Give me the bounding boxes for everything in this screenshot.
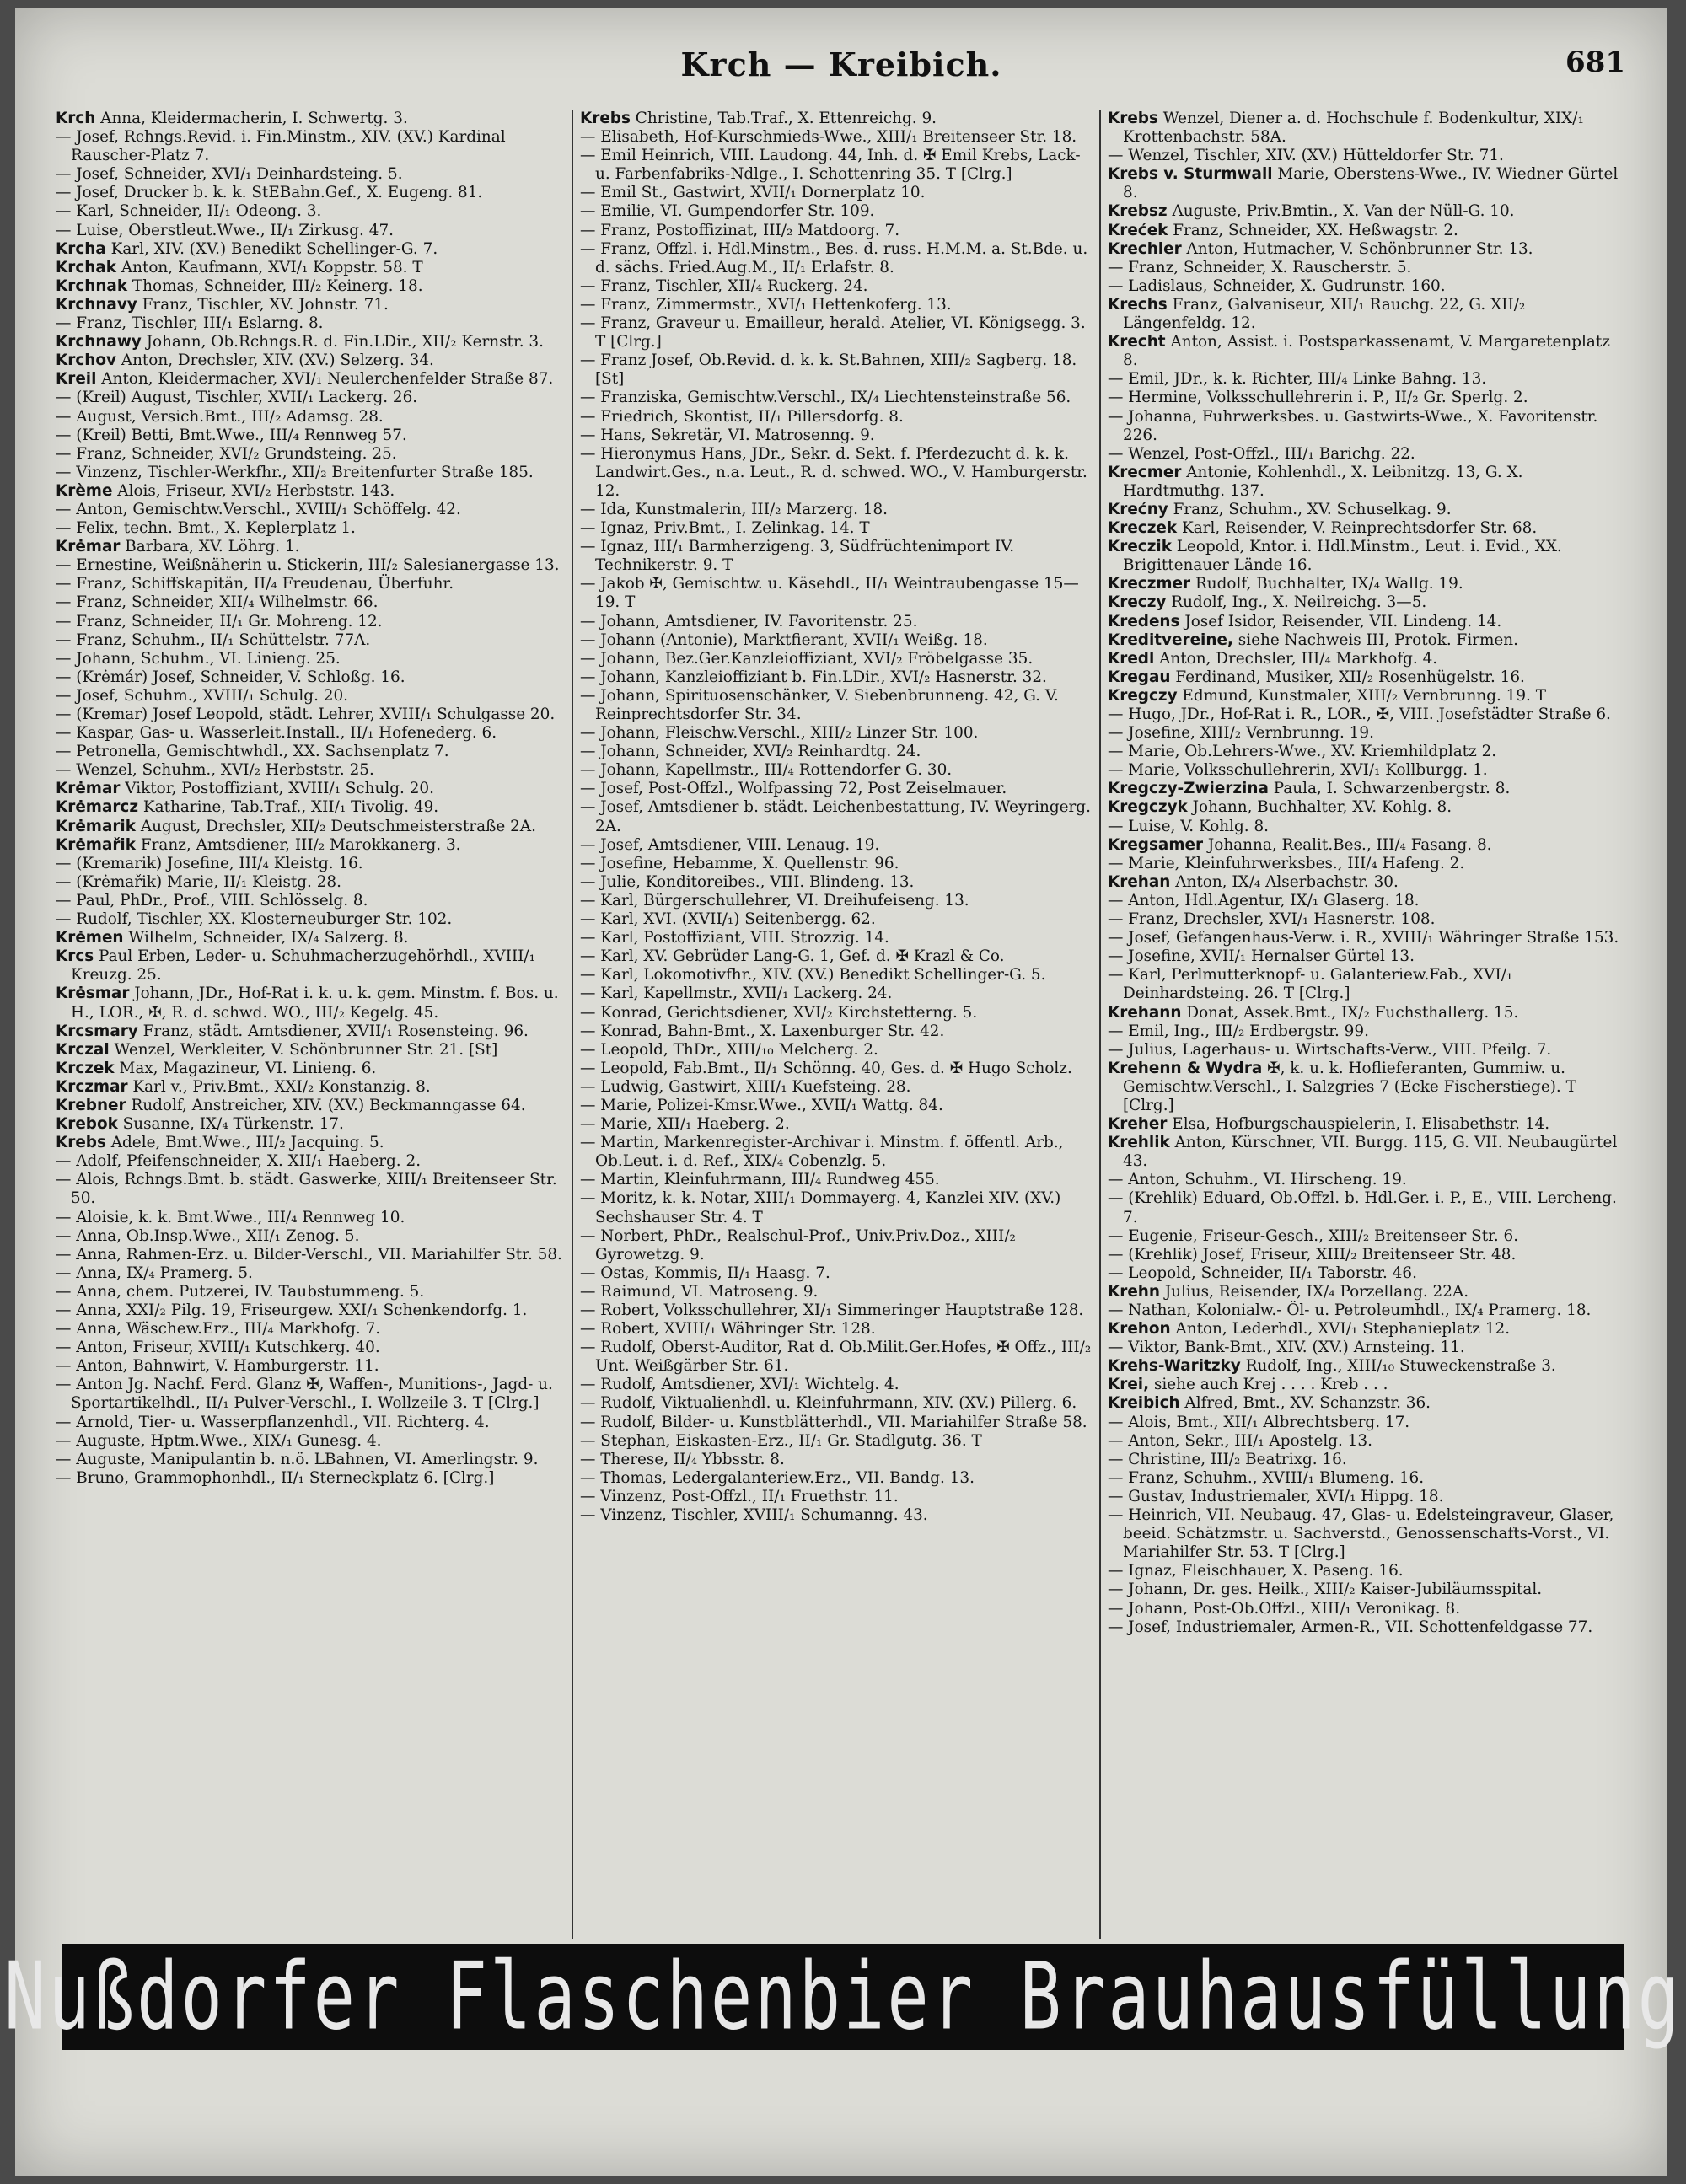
- directory-entry: Krehs-Waritzky Rudolf, Ing., XIII/₁₀ Stuweckenstraße 3.: [1108, 1357, 1556, 1376]
- directory-entry: — Nathan, Kolonialw.- Öl- u. Petroleumhdl., IX/₄ Pramerg. 18.: [1108, 1301, 1592, 1319]
- directory-entry: Kreditvereine, siehe Nachweis III, Protok. Firmen.: [1108, 631, 1519, 649]
- directory-entry: — Emil, Ing., III/₂ Erdbergstr. 99.: [1108, 1022, 1369, 1040]
- directory-entry: Krėmar Barbara, XV. Löhrg. 1.: [56, 538, 300, 556]
- directory-entry: — Johann, Kanzleioffiziant b. Fin.LDir., XVI/₂ Hasnerstr. 32.: [580, 668, 1047, 686]
- directory-entry: Krehn Julius, Reisender, IX/₄ Porzellang. 22A.: [1108, 1282, 1469, 1301]
- directory-entry: — Marie, Volksschullehrerin, XVI/₁ Kollburgg. 1.: [1108, 761, 1488, 780]
- column-2: [580, 110, 1093, 1939]
- directory-entry: — Emil Heinrich, VIII. Laudong. 44, Inh. d. ✠ Emil Krebs, Lack- u. Farbenfabriks-Ndlge., I. Schottenring 35. T [Clrg.]: [580, 147, 1081, 184]
- directory-entry: — Anna, XXI/₂ Pilg. 19, Friseurgew. XXI/₁ Schenkendorfg. 1.: [56, 1301, 528, 1319]
- directory-entry: Krehan Anton, IX/₄ Alserbachstr. 30.: [1108, 872, 1399, 891]
- directory-entry: — (Kremar) Josef Leopold, städt. Lehrer, XVIII/₁ Schulgasse 20.: [56, 706, 556, 723]
- directory-entry: Krchak Anton, Kaufmann, XVI/₁ Koppstr. 58. T: [56, 258, 423, 276]
- page-header: [15, 46, 1667, 96]
- directory-entry: — Anna, chem. Putzerei, IV. Taubstummeng. 5.: [56, 1282, 425, 1301]
- directory-entry: — Martin, Markenregister-Archivar i. Minstm. f. öffentl. Arb., Ob.Leut. i. d. Ref., XIX/₄ Cobenzlg. 5.: [580, 1134, 1064, 1171]
- directory-entry: — Karl, Bürgerschullehrer, VI. Dreihufeiseng. 13.: [580, 891, 969, 910]
- directory-entry: Kregczy-Zwierzina Paula, I. Schwarzenbergstr. 8.: [1108, 780, 1511, 798]
- directory-entry: — Karl, Kapellmstr., XVII/₁ Lackerg. 24.: [580, 985, 893, 1003]
- directory-entry: — Franz Josef, Ob.Revid. d. k. k. St.Bahnen, XIII/₂ Sagberg. 18. [St]: [580, 351, 1077, 389]
- directory-entry: Kreczmer Rudolf, Buchhalter, IX/₄ Wallg. 19.: [1108, 575, 1463, 593]
- directory-entry: Krehlik Anton, Kürschner, VII. Burgg. 115, G. VII. Neubaugürtel 43.: [1108, 1134, 1618, 1171]
- column-divider: [572, 110, 573, 1939]
- directory-entry: — Franz, Tischler, III/₁ Eslarng. 8.: [56, 314, 324, 333]
- directory-entry: — Robert, XVIII/₁ Währinger Str. 128.: [580, 1320, 876, 1339]
- directory-entry: — Johann, Schuhm., VI. Linieng. 25.: [56, 649, 341, 668]
- directory-entry: — Johann, Bez.Ger.Kanzleioffiziant, XVI/₂ Fröbelgasse 35.: [580, 649, 1034, 668]
- directory-entry: — Hans, Sekretär, VI. Matrosenng. 9.: [580, 426, 875, 444]
- directory-entry: Kreher Elsa, Hofburgschauspielerin, I. Elisabethstr. 14.: [1108, 1115, 1550, 1134]
- directory-entry: Krebner Rudolf, Anstreicher, XIV. (XV.) Beckmanngasse 64.: [56, 1096, 526, 1114]
- directory-entry: — Franziska, Gemischtw.Verschl., IX/₄ Liechtensteinstraße 56.: [580, 389, 1071, 407]
- directory-entry: — Johann, Post-Ob.Offzl., XIII/₁ Veronikag. 8.: [1108, 1599, 1461, 1618]
- directory-entry: — Rudolf, Amtsdiener, XVI/₁ Wichtelg. 4.: [580, 1376, 899, 1394]
- directory-entry: Kreil Anton, Kleidermacher, XVI/₁ Neulerchenfelder Straße 87.: [56, 370, 554, 389]
- directory-entry: Krėmar Viktor, Postoffiziant, XVIII/₁ Schulg. 20.: [56, 780, 434, 798]
- directory-entry: — (Krėmár) Josef, Schneider, V. Schloßg. 16.: [56, 668, 405, 686]
- directory-entry: — Eugenie, Friseur-Gesch., XIII/₂ Breitenseer Str. 6.: [1108, 1226, 1519, 1245]
- directory-entry: Krecht Anton, Assist. i. Postsparkassenamt, V. Margaretenplatz 8.: [1108, 333, 1610, 370]
- directory-entry: — Paul, PhDr., Prof., VIII. Schlösselg. 8.: [56, 891, 368, 910]
- directory-entry: — Anna, IX/₄ Pramerg. 5.: [56, 1264, 253, 1282]
- directory-entry: — Karl, Lokomotivfhr., XIV. (XV.) Benedikt Schellinger-G. 5.: [580, 966, 1046, 985]
- directory-entry: — Karl, Perlmutterknopf- u. Galanteriew.Fab., XVI/₁ Deinhardsteing. 26. T [Clrg.]: [1108, 966, 1513, 1003]
- directory-entry: — Franz, Offzl. i. Hdl.Minstm., Bes. d. russ. H.M.M. a. St.Bde. u. d. sächs. Fried.Aug.M., II/₁ Erlafstr. 8.: [580, 239, 1088, 276]
- directory-entry: — Johann, Schneider, XVI/₂ Reinhardtg. 24.: [580, 743, 921, 761]
- directory-entry: — Josef, Amtsdiener, VIII. Lenaug. 19.: [580, 835, 880, 854]
- directory-entry: — Franz, Schuhm., XVIII/₁ Blumeng. 16.: [1108, 1468, 1425, 1487]
- directory-entry: Kregau Ferdinand, Musiker, XII/₂ Rosenhügelstr. 16.: [1108, 668, 1525, 686]
- directory-entry: — Anton Jg. Nachf. Ferd. Glanz ✠, Waffen-, Munitions-, Jagd- u. Sportartikelhdl., II/₁ Pulver-Verschl., I. Wollzeile 3. T [Clrg.]: [56, 1376, 553, 1413]
- advertisement-text: Nußdorfer Flaschenbier Brauhausfüllung: [4, 1942, 1682, 2052]
- directory-entry: Krcsmary Franz, städt. Amtsdiener, XVII/₁ Rosensteing. 96.: [56, 1022, 529, 1040]
- directory-entry: — Josefine, XVII/₁ Hernalser Gürtel 13.: [1108, 947, 1415, 966]
- directory-entry: — Emil, JDr., k. k. Richter, III/₄ Linke Bahng. 13.: [1108, 370, 1487, 389]
- directory-entry: Krehann Donat, Assek.Bmt., IX/₂ Fuchsthallerg. 15.: [1108, 1003, 1519, 1022]
- directory-entry: — Johann, Spirituosenschänker, V. Siebenbrunneng. 42, G. V. Reinprechtsdorfer Str. 34.: [580, 686, 1059, 723]
- directory-entry: — Petronella, Gemischtwhdl., XX. Sachsenplatz 7.: [56, 743, 449, 761]
- directory-entry: — Rudolf, Oberst-Auditor, Rat d. Ob.Milit.Ger.Hofes, ✠ Offz., III/₂ Unt. Weißgärber Str. 61.: [580, 1339, 1092, 1376]
- directory-entry: — Arnold, Tier- u. Wasserpflanzenhdl., VII. Richterg. 4.: [56, 1413, 490, 1431]
- directory-entry: — Felix, techn. Bmt., X. Keplerplatz 1.: [56, 519, 356, 538]
- directory-entry: Krehenn & Wydra ✠, k. u. k. Hoflieferanten, Gummiw. u. Gemischtw.Verschl., I. Salzgries 7 (Ecke Fischerstiege). T [Clrg.]: [1108, 1059, 1576, 1114]
- directory-entry: Krcha Karl, XIV. (XV.) Benedikt Schellinger-G. 7.: [56, 239, 438, 258]
- directory-entry: — Emilie, VI. Gumpendorfer Str. 109.: [580, 202, 875, 221]
- directory-entry: — Ida, Kunstmalerin, III/₂ Marzerg. 18.: [580, 500, 889, 518]
- directory-entry: — Franz, Tischler, XII/₄ Ruckerg. 24.: [580, 276, 868, 295]
- directory-entry: — Rudolf, Tischler, XX. Klosterneuburger Str. 102.: [56, 910, 453, 929]
- directory-entry: — Leopold, ThDr., XIII/₁₀ Melcherg. 2.: [580, 1040, 878, 1059]
- directory-entry: Krcs Paul Erben, Leder- u. Schuhmacherzugehörhdl., XVIII/₁ Kreuzg. 25.: [56, 947, 535, 985]
- column-3: [1108, 110, 1624, 1939]
- directory-entry: — Johann, Kapellmstr., III/₄ Rottendorfer G. 30.: [580, 761, 953, 780]
- directory-entry: — Kaspar, Gas- u. Wasserleit.Install., II/₁ Hofenederg. 6.: [56, 724, 497, 743]
- directory-entry: — Moritz, k. k. Notar, XIII/₁ Dommayerg. 4, Kanzlei XIV. (XV.) Sechshauser Str. 4. T: [580, 1189, 1061, 1226]
- directory-entry: — Viktor, Bank-Bmt., XIV. (XV.) Arnsteing. 11.: [1108, 1339, 1465, 1357]
- directory-entry: Krei, siehe auch Krej . . . . Kreb . . .: [1108, 1376, 1388, 1394]
- directory-entry: — Josef, Amtsdiener b. städt. Leichenbestattung, IV. Weyringerg. 2A.: [580, 798, 1091, 835]
- directory-entry: — Anna, Wäschew.Erz., III/₄ Markhofg. 7.: [56, 1320, 381, 1339]
- directory-entry: — Josef, Post-Offzl., Wolfpassing 72, Post Zeiselmauer.: [580, 780, 1007, 798]
- directory-entry: Kreczik Leopold, Kntor. i. Hdl.Minstm., Leut. i. Evid., XX. Brigittenauer Lände 16.: [1108, 538, 1562, 575]
- directory-entry: Kredl Anton, Drechsler, III/₄ Markhofg. 4.: [1108, 649, 1438, 668]
- directory-entry: Krechler Anton, Hutmacher, V. Schönbrunner Str. 13.: [1108, 239, 1533, 258]
- directory-entry: — Anna, Ob.Insp.Wwe., XII/₁ Zenog. 5.: [56, 1226, 360, 1245]
- directory-entry: Krėmen Wilhelm, Schneider, IX/₄ Salzerg. 8.: [56, 929, 409, 947]
- directory-entry: — Anna, Rahmen-Erz. u. Bilder-Verschl., VII. Mariahilfer Str. 58.: [56, 1245, 562, 1264]
- directory-entry: — Leopold, Fab.Bmt., II/₁ Schönng. 40, Ges. d. ✠ Hugo Scholz.: [580, 1059, 1072, 1077]
- directory-entry: Krėmařik Franz, Amtsdiener, III/₂ Marokkanerg. 3.: [56, 835, 461, 854]
- directory-entry: — Julius, Lagerhaus- u. Wirtschafts-Verw., VIII. Pfeilg. 7.: [1108, 1040, 1552, 1059]
- directory-entry: — Wenzel, Schuhm., XVI/₂ Herbststr. 25.: [56, 761, 374, 780]
- directory-entry: — Friedrich, Skontist, II/₁ Pillersdorfg. 8.: [580, 407, 904, 426]
- directory-entry: — Anton, Bahnwirt, V. Hamburgerstr. 11.: [56, 1357, 379, 1376]
- directory-entry: Krczmar Karl v., Priv.Bmt., XXI/₂ Konstanzig. 8.: [56, 1077, 431, 1096]
- directory-entry: Krećek Franz, Schneider, XX. Heßwagstr. 2.: [1108, 221, 1458, 239]
- directory-entry: — Gustav, Industriemaler, XVI/₁ Hippg. 18.: [1108, 1487, 1444, 1505]
- directory-entry: — Norbert, PhDr., Realschul-Prof., Univ.Priv.Doz., XIII/₂ Gyrowetzg. 9.: [580, 1226, 1016, 1264]
- directory-entry: — Marie, Kleinfuhrwerksbes., III/₄ Hafeng. 2.: [1108, 854, 1465, 872]
- directory-entry: Krchnak Thomas, Schneider, III/₂ Keinerg. 18.: [56, 276, 423, 295]
- directory-entry: — Franz, Schneider, II/₁ Gr. Mohreng. 12.: [56, 612, 383, 631]
- directory-entry: — Konrad, Bahn-Bmt., X. Laxenburger Str. 42.: [580, 1022, 945, 1040]
- directory-entry: — Raimund, VI. Matroseng. 9.: [580, 1282, 819, 1301]
- directory-entry: — Josef, Industriemaler, Armen-R., VII. Schottenfeldgasse 77.: [1108, 1618, 1593, 1636]
- directory-entry: — Franz, Postoffizinat, III/₂ Matdoorg. 7.: [580, 221, 900, 239]
- directory-entry: Kregczyk Johann, Buchhalter, XV. Kohlg. 8.: [1108, 798, 1452, 817]
- directory-entry: Krchov Anton, Drechsler, XIV. (XV.) Selzerg. 34.: [56, 351, 434, 370]
- directory-entry: — Franz, Drechsler, XVI/₁ Hasnerstr. 108.: [1108, 910, 1436, 929]
- directory-entry: Krėmarcz Katharine, Tab.Traf., XII/₁ Tivolig. 49.: [56, 798, 439, 817]
- directory-entry: — Johanna, Fuhrwerksbes. u. Gastwirts-Wwe., X. Favoritenstr. 226.: [1108, 407, 1598, 444]
- directory-entry: Krebsz Auguste, Priv.Bmtin., X. Van der Nüll-G. 10.: [1108, 202, 1515, 221]
- directory-entry: — Vinzenz, Tischler, XVIII/₁ Schumanng. 43.: [580, 1506, 928, 1525]
- directory-entry: Krczek Max, Magazineur, VI. Linieng. 6.: [56, 1059, 377, 1077]
- directory-entry: — Johann, Fleischw.Verschl., XIII/₂ Linzer Str. 100.: [580, 724, 979, 743]
- directory-entry: — Adolf, Pfeifenschneider, X. XII/₁ Haeberg. 2.: [56, 1152, 422, 1171]
- directory-entry: — Konrad, Gerichtsdiener, XVI/₂ Kirchstetterng. 5.: [580, 1003, 978, 1022]
- directory-entry: — Ernestine, Weißnäherin u. Stickerin, III/₂ Salesianergasse 13.: [56, 556, 560, 575]
- directory-entry: — Karl, XV. Gebrüder Lang-G. 1, Gef. d. ✠ Krazl & Co.: [580, 947, 1005, 966]
- directory-entry: — Hieronymus Hans, JDr., Sekr. d. Sekt. f. Pferdezucht d. k. k. Landwirt.Ges., n.a. Leut., R. d. schwed. WO., V. Hamburgerstr. 12.: [580, 444, 1087, 500]
- directory-entry: — Hermine, Volksschullehrerin i. P., II/₂ Gr. Sperlg. 2.: [1108, 389, 1528, 407]
- directory-entry: — (Krehlik) Josef, Friseur, XIII/₂ Breitenseer Str. 48.: [1108, 1245, 1517, 1264]
- directory-entry: — Martin, Kleinfuhrmann, III/₄ Rundweg 455.: [580, 1171, 940, 1189]
- directory-entry: Kreczek Karl, Reisender, V. Reinprechtsdorfer Str. 68.: [1108, 519, 1538, 538]
- directory-entry: Krebs Wenzel, Diener a. d. Hochschule f. Bodenkultur, XIX/₁ Krottenbachstr. 58A.: [1108, 110, 1584, 147]
- directory-entry: — Karl, Postoffiziant, VIII. Strozzig. 14.: [580, 929, 889, 947]
- directory-page: [4, 8, 1682, 2176]
- directory-entry: — Ignaz, Fleischhauer, X. Paseng. 16.: [1108, 1562, 1404, 1580]
- directory-entry: Krebs Christine, Tab.Traf., X. Ettenreichg. 9.: [580, 110, 937, 127]
- directory-entry: — Leopold, Schneider, II/₁ Taborstr. 46.: [1108, 1264, 1417, 1282]
- directory-entry: Kregczy Edmund, Kunstmaler, XIII/₂ Vernbrunng. 19. T: [1108, 686, 1547, 705]
- directory-entry: — Josefine, Hebamme, X. Quellenstr. 96.: [580, 854, 899, 872]
- directory-entry: — Stephan, Eiskasten-Erz., II/₁ Gr. Stadlgutg. 36. T: [580, 1431, 982, 1450]
- directory-entry: — Johann (Antonie), Marktfierant, XVII/₁ Weißg. 18.: [580, 631, 988, 649]
- directory-entry: — Thomas, Ledergalanteriew.Erz., VII. Bandg. 13.: [580, 1468, 975, 1487]
- directory-entry: Krebs Adele, Bmt.Wwe., III/₂ Jacquing. 5.: [56, 1134, 384, 1152]
- directory-entry: — Alois, Bmt., XII/₁ Albrechtsberg. 17.: [1108, 1413, 1410, 1431]
- directory-entry: — Emil St., Gastwirt, XVII/₁ Dornerplatz 10.: [580, 184, 926, 202]
- directory-entry: Krczal Wenzel, Werkleiter, V. Schönbrunner Str. 21. [St]: [56, 1040, 498, 1059]
- directory-entry: — Franz, Schneider, XII/₄ Wilhelmstr. 66.: [56, 593, 379, 612]
- directory-entry: — Johann, Dr. ges. Heilk., XIII/₂ Kaiser-Jubiläumsspital.: [1108, 1580, 1543, 1599]
- directory-entry: — Franz, Schiffskapitän, II/₄ Freudenau, Überfuhr.: [56, 575, 454, 593]
- directory-entry: — Josef, Schneider, XVI/₁ Deinhardsteing. 5.: [56, 165, 403, 184]
- directory-entry: Krėsmar Johann, JDr., Hof-Rat i. k. u. k. gem. Minstm. f. Bos. u. H., LOR., ✠, R. d. schwd. WO., III/₂ Kegelg. 45.: [56, 985, 559, 1022]
- directory-entry: Krećny Franz, Schuhm., XV. Schuselkag. 9.: [1108, 500, 1452, 518]
- directory-entry: — Anton, Friseur, XVIII/₁ Kutschkerg. 40.: [56, 1339, 380, 1357]
- directory-entry: Kredens Josef Isidor, Reisender, VII. Lindeng. 14.: [1108, 612, 1502, 631]
- directory-entry: — Karl, XVI. (XVII/₁) Seitenbergg. 62.: [580, 910, 876, 929]
- directory-entry: Krème Alois, Friseur, XVI/₂ Herbststr. 143.: [56, 481, 395, 500]
- directory-entry: — Christine, III/₂ Beatrixg. 16.: [1108, 1450, 1347, 1468]
- directory-entry: — Auguste, Manipulantin b. n.ö. LBahnen, VI. Amerlingstr. 9.: [56, 1450, 539, 1468]
- directory-entry: — Franz, Schuhm., II/₁ Schüttelstr. 77A.: [56, 631, 371, 649]
- directory-entry: — Ludwig, Gastwirt, XIII/₁ Kuefsteing. 28.: [580, 1077, 911, 1096]
- directory-entry: Krehon Anton, Lederhdl., XVI/₁ Stephanieplatz 12.: [1108, 1320, 1511, 1339]
- directory-entry: — Wenzel, Post-Offzl., III/₁ Barichg. 22.: [1108, 444, 1415, 463]
- directory-entry: — Luise, Oberstleut.Wwe., II/₁ Zirkusg. 47.: [56, 221, 394, 239]
- directory-entry: — Josef, Gefangenhaus-Verw. i. R., XVIII/₁ Währinger Straße 153.: [1108, 929, 1619, 947]
- directory-entry: — Bruno, Grammophonhdl., II/₁ Sterneckplatz 6. [Clrg.]: [56, 1468, 495, 1487]
- directory-entry: — Luise, V. Kohlg. 8.: [1108, 817, 1269, 835]
- directory-entry: — Vinzenz, Post-Offzl., II/₁ Fruethstr. 11.: [580, 1487, 899, 1505]
- column-divider: [1099, 110, 1101, 1939]
- directory-entry: — Anton, Schuhm., VI. Hirscheng. 19.: [1108, 1171, 1407, 1189]
- directory-entry: — Ignaz, III/₁ Barmherzigeng. 3, Südfrüchtenimport IV. Technikerstr. 9. T: [580, 538, 1015, 575]
- directory-entry: — Alois, Rchngs.Bmt. b. städt. Gaswerke, XIII/₁ Breitenseer Str. 50.: [56, 1171, 557, 1208]
- directory-entry: Krebok Susanne, IX/₄ Türkenstr. 17.: [56, 1115, 344, 1134]
- directory-entry: — (Krėmařik) Marie, II/₁ Kleistg. 28.: [56, 872, 341, 891]
- directory-entry: — Josef, Drucker b. k. k. StEBahn.Gef., X. Eugeng. 81.: [56, 184, 483, 202]
- directory-entry: Krėmarik August, Drechsler, XII/₂ Deutschmeisterstraße 2A.: [56, 817, 536, 835]
- directory-entry: — Auguste, Hptm.Wwe., XIX/₁ Gunesg. 4.: [56, 1431, 382, 1450]
- directory-entry: — Julie, Konditoreibes., VIII. Blindeng. 13.: [580, 872, 915, 891]
- directory-entry: — August, Versich.Bmt., III/₂ Adamsg. 28.: [56, 407, 384, 426]
- directory-entry: — Anton, Sekr., III/₁ Apostelg. 13.: [1108, 1431, 1372, 1450]
- directory-entry: — Franz, Schneider, XVI/₂ Grundsteing. 25.: [56, 444, 397, 463]
- directory-entry: — Hugo, JDr., Hof-Rat i. R., LOR., ✠, VIII. Josefstädter Straße 6.: [1108, 706, 1611, 723]
- directory-entry: — Franz, Schneider, X. Rauscherstr. 5.: [1108, 258, 1412, 276]
- directory-entry: — Marie, Ob.Lehrers-Wwe., XV. Kriemhildplatz 2.: [1108, 743, 1497, 761]
- directory-entry: — Franz, Zimmermstr., XVI/₁ Hettenkoferg. 13.: [580, 295, 952, 314]
- directory-entry: — Marie, Polizei-Kmsr.Wwe., XVII/₁ Wattg. 84.: [580, 1096, 943, 1114]
- directory-entry: — Rudolf, Viktualienhdl. u. Kleinfuhrmann, XIV. (XV.) Pillerg. 6.: [580, 1394, 1077, 1413]
- directory-entry: — Vinzenz, Tischler-Werkfhr., XII/₂ Breitenfurter Straße 185.: [56, 463, 534, 481]
- directory-entry: — Ignaz, Priv.Bmt., I. Zelinkag. 14. T: [580, 519, 870, 538]
- directory-entry: — Marie, XII/₁ Haeberg. 2.: [580, 1115, 790, 1134]
- directory-entry: Kreibich Alfred, Bmt., XV. Schanzstr. 36.: [1108, 1394, 1431, 1413]
- advertisement-banner: [4, 1942, 1682, 2052]
- directory-entry: — Josefine, XIII/₂ Vernbrunng. 19.: [1108, 724, 1374, 743]
- directory-entry: — Jakob ✠, Gemischtw. u. Käsehdl., II/₁ Weintraubengasse 15—19. T: [580, 575, 1079, 612]
- directory-entry: — Anton, Hdl.Agentur, IX/₁ Glaserg. 18.: [1108, 891, 1420, 910]
- directory-entry: — Heinrich, VII. Neubaug. 47, Glas- u. Edelsteingraveur, Glaser, beeid. Schätzmstr. u. Sachverstd., Genossenschafts-Vorst., VI. Mariahilfer Str. 53. T [Clrg.]: [1108, 1506, 1614, 1562]
- directory-entry: — Robert, Volksschullehrer, XI/₁ Simmeringer Hauptstraße 128.: [580, 1301, 1084, 1319]
- directory-entry: — (Krehlik) Eduard, Ob.Offzl. b. Hdl.Ger. i. P., E., VIII. Lercheng. 7.: [1108, 1189, 1617, 1226]
- directory-entry: — Anton, Gemischtw.Verschl., XVIII/₁ Schöffelg. 42.: [56, 500, 461, 518]
- directory-entry: — Elisabeth, Hof-Kurschmieds-Wwe., XIII/₁ Breitenseer Str. 18.: [580, 128, 1077, 147]
- directory-entry: Krchnawy Johann, Ob.Rchngs.R. d. Fin.LDir., XII/₂ Kernstr. 3.: [56, 333, 544, 351]
- directory-entry: — (Kremarik) Josefine, III/₄ Kleistg. 16.: [56, 854, 363, 872]
- directory-entry: — Karl, Schneider, II/₁ Odeong. 3.: [56, 202, 322, 221]
- directory-entry: — Johann, Amtsdiener, IV. Favoritenstr. 25.: [580, 612, 918, 631]
- directory-entry: — (Kreil) Betti, Bmt.Wwe., III/₄ Rennweg 57.: [56, 426, 407, 444]
- directory-entry: — Rudolf, Bilder- u. Kunstblätterhdl., VII. Mariahilfer Straße 58.: [580, 1413, 1087, 1431]
- page-number: 681: [1565, 46, 1625, 79]
- directory-entry: — Josef, Schuhm., XVIII/₁ Schulg. 20.: [56, 686, 349, 705]
- directory-entry: Krchnavy Franz, Tischler, XV. Johnstr. 71.: [56, 295, 389, 314]
- directory-entry: Krechs Franz, Galvaniseur, XII/₁ Rauchg. 22, G. XII/₂ Längenfeldg. 12.: [1108, 295, 1526, 333]
- directory-entry: Kregsamer Johanna, Realit.Bes., III/₄ Fasang. 8.: [1108, 835, 1492, 854]
- directory-entry: — Wenzel, Tischler, XIV. (XV.) Hütteldorfer Str. 71.: [1108, 147, 1504, 165]
- directory-entry: Krecmer Antonie, Kohlenhdl., X. Leibnitzg. 13, G. X. Hardtmuthg. 137.: [1108, 463, 1523, 500]
- directory-entry: — Aloisie, k. k. Bmt.Wwe., III/₄ Rennweg 10.: [56, 1208, 405, 1226]
- directory-entry: — Franz, Graveur u. Emailleur, herald. Atelier, VI. Königsegg. 3. T [Clrg.]: [580, 314, 1086, 351]
- directory-entry: — Therese, II/₄ Ybbsstr. 8.: [580, 1450, 785, 1468]
- directory-entry: Kreczy Rudolf, Ing., X. Neilreichg. 3—5.: [1108, 593, 1427, 612]
- directory-entry: Krebs v. Sturmwall Marie, Oberstens-Wwe., IV. Wiedner Gürtel 8.: [1108, 165, 1619, 202]
- running-head: Krch — Kreibich.: [680, 46, 1002, 83]
- directory-entry: Krch Anna, Kleidermacherin, I. Schwertg. 3.: [56, 110, 408, 127]
- column-1: [56, 110, 565, 1939]
- directory-entry: — Ostas, Kommis, II/₁ Haasg. 7.: [580, 1264, 830, 1282]
- directory-entry: — Ladislaus, Schneider, X. Gudrunstr. 160.: [1108, 276, 1446, 295]
- directory-entry: — (Kreil) August, Tischler, XVII/₁ Lackerg. 26.: [56, 389, 418, 407]
- directory-entry: — Josef, Rchngs.Revid. i. Fin.Minstm., XIV. (XV.) Kardinal Rauscher-Platz 7.: [56, 128, 506, 165]
